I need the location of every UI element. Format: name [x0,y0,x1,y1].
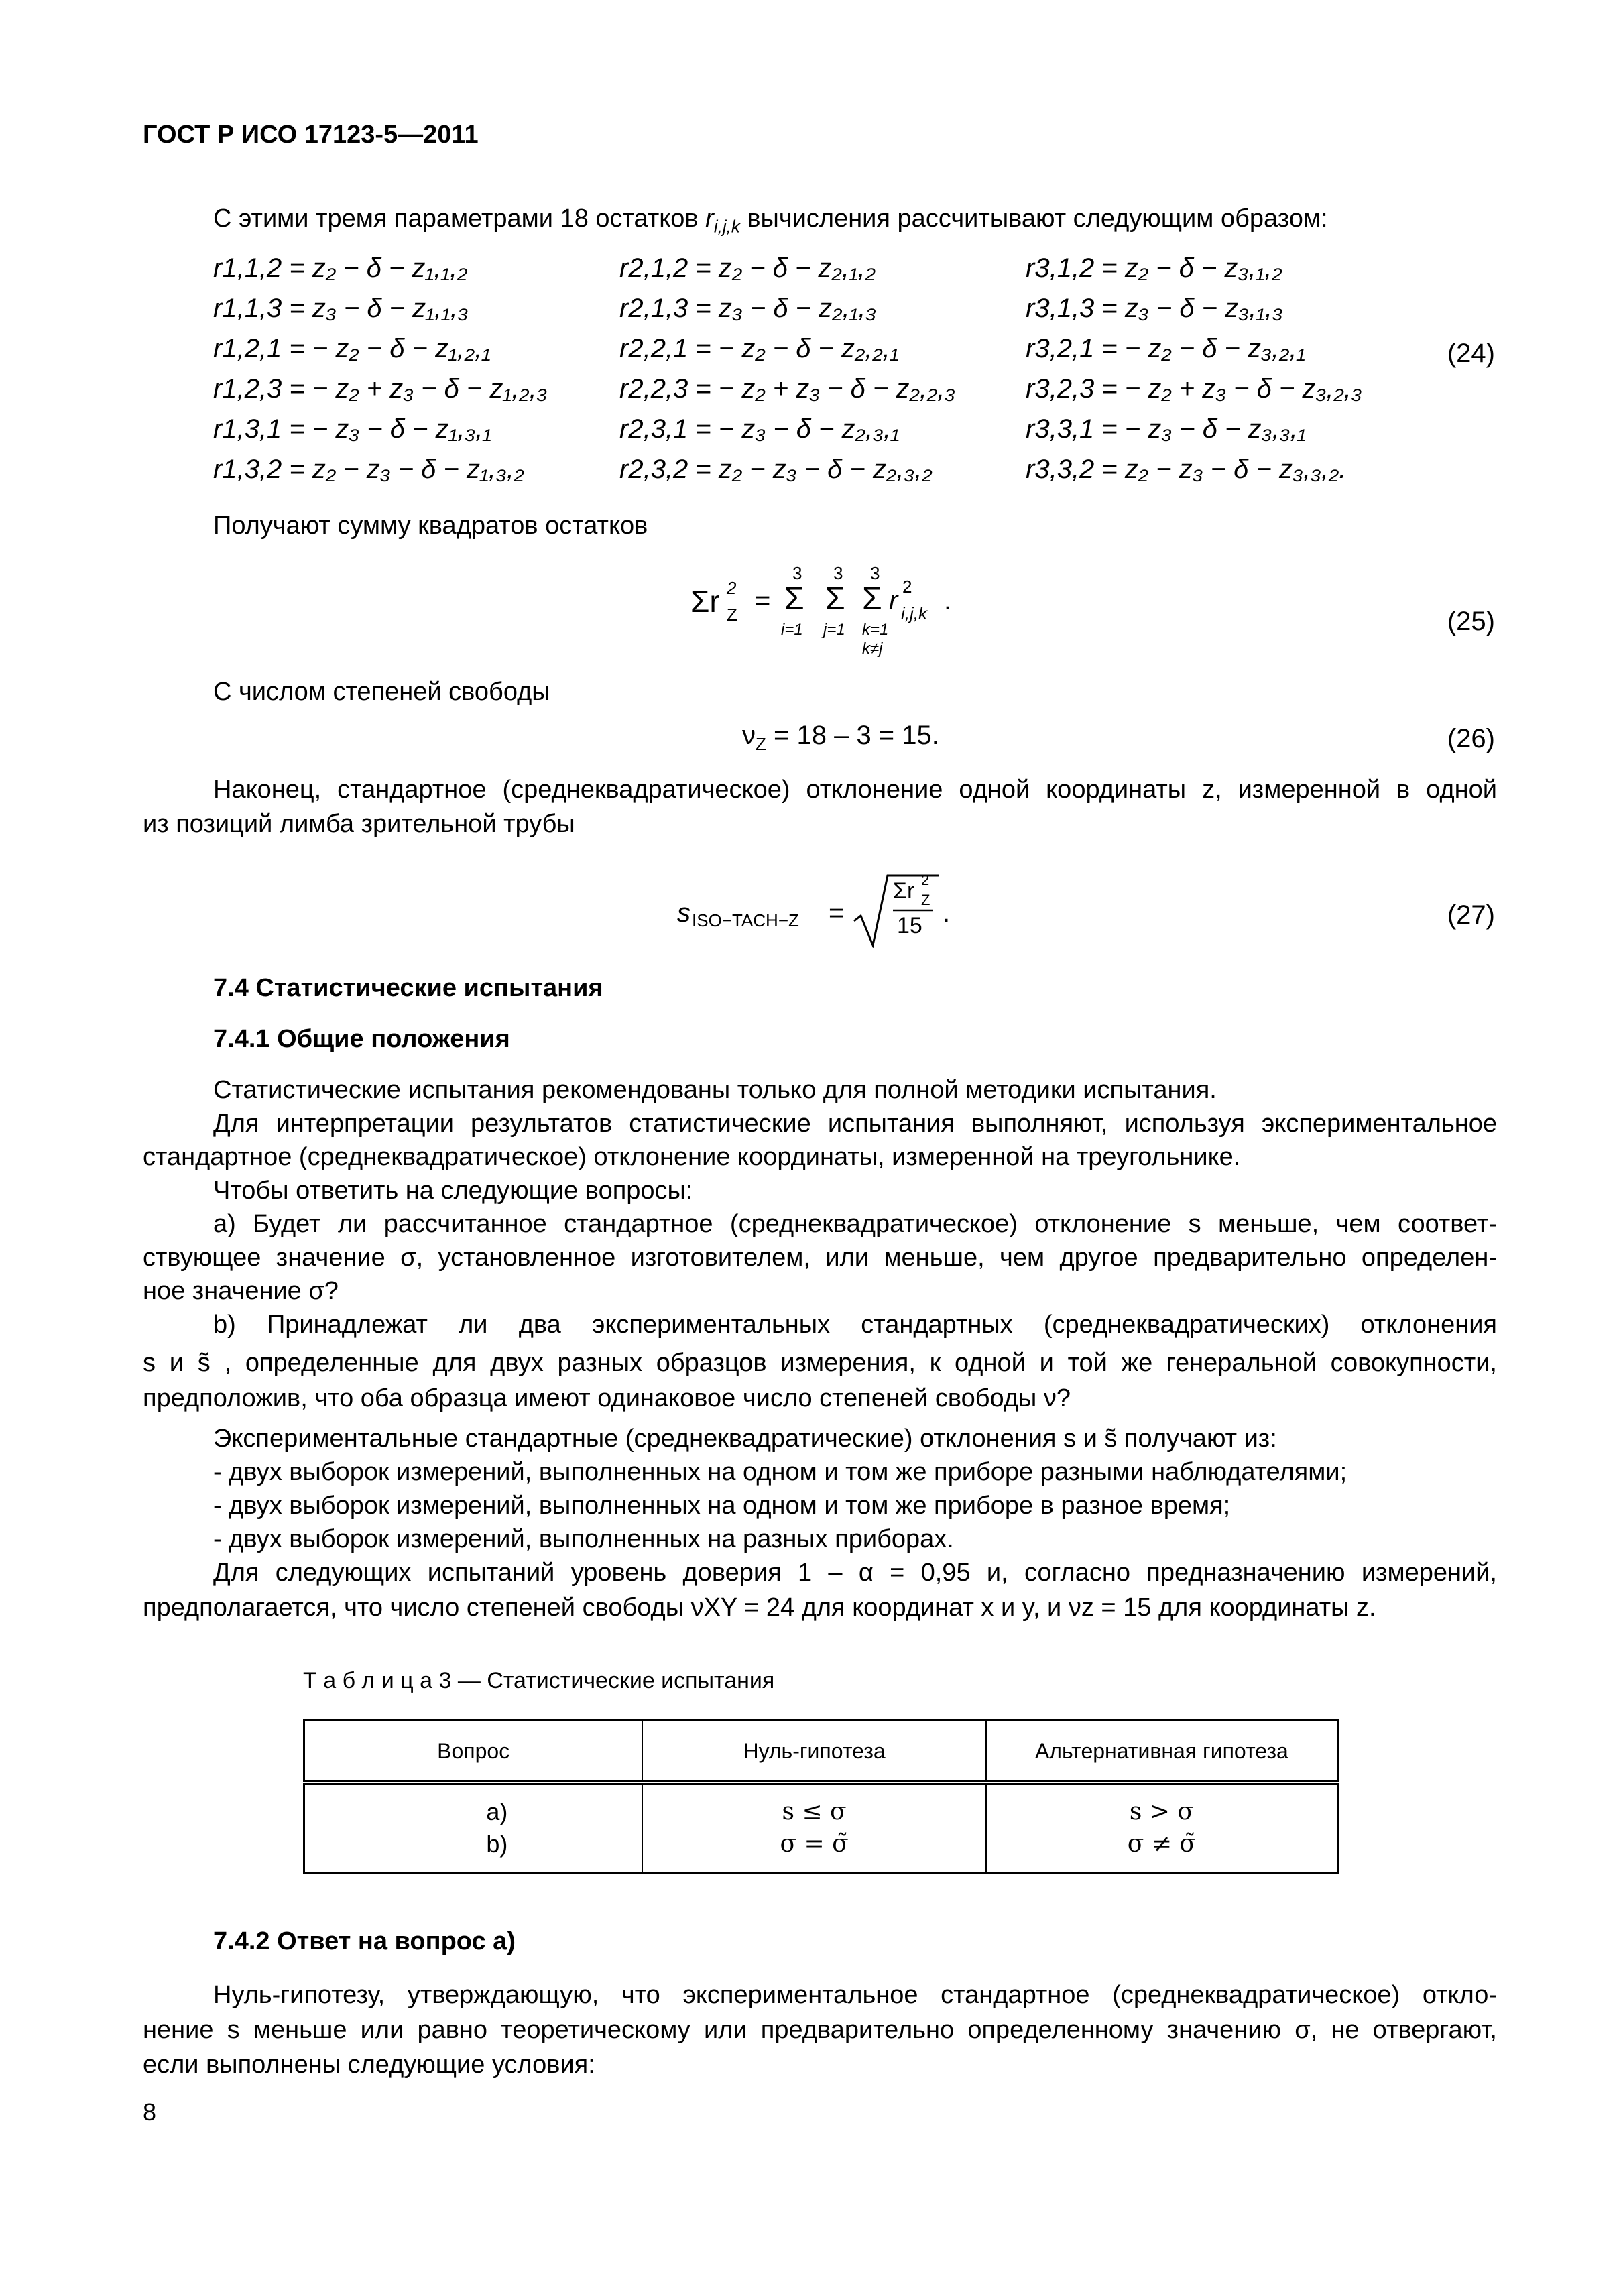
residual-symbol: r [1026,414,1035,444]
residual-symbol: r [619,294,629,323]
section-7-4-2-title: 7.4.2 Ответ на вопрос а) [213,1927,516,1955]
paragraph-2-line-2: стандартное (среднеквадратическое) отклонение координаты, измеренной на треугольнике. [143,1143,1241,1171]
eq25-lhs-sub: Z [727,605,737,625]
eq27-num-sup: 2 [921,871,930,888]
section-7-4-title: 7.4 Статистические испытания [213,974,603,1002]
residual-symbol: r [213,334,223,363]
residual-equation [619,294,876,324]
equation-27 [677,871,959,952]
residual-equation [619,455,933,485]
residual-expression: 2,3,1 = − z₃ − δ − z₂,₃,₁ [628,414,900,444]
table-caption: Т а б л и ц а 3 — Статистические испытания [303,1668,775,1693]
paragraph-2-line-1: Для интерпретации результатов статистические испытания выполняют, используя экспериментальное [213,1109,1497,1138]
residual-expression: 1,3,2 = z₂ − z₃ − δ − z₁,₃,₂ [222,455,524,484]
residual-equation [213,294,468,324]
residual-expression: 2,1,3 = z₃ − δ − z₂,₁,₃ [628,294,877,323]
residual-expression: 2,2,3 = − z₂ + z₃ − δ − z₂,₂,₃ [628,374,956,404]
paragraph-6-line-3: если выполнены следующие условия: [143,2051,595,2079]
residual-expression: 1,2,3 = − z₂ + z₃ − δ − z₁,₂,₃ [222,374,548,404]
table-header-null: Нуль-гипотеза [642,1721,985,1783]
residual-equation [213,455,524,485]
document-header: ГОСТ Р ИСО 17123-5—2011 [143,121,479,149]
eq25-rhs-sub: i,j,k [901,603,927,623]
equation-26 [742,721,939,754]
eq27-equals: = [829,898,845,928]
residual-symbol: r [619,334,629,363]
eq25-lower-1: i=1 [781,621,803,639]
residual-expression: 2,1,2 = z₂ − δ − z₂,₁,₂ [628,253,876,283]
table-header-question: Вопрос [304,1721,643,1783]
dof-intro: С числом степеней свободы [213,678,550,706]
intro-prefix: С этими тремя параметрами 18 остатков [213,204,706,233]
residual-symbol: r [1026,253,1035,283]
intro-paragraph [213,201,1328,236]
intro-var: r [705,204,714,233]
equation-number-25: (25) [1447,607,1495,636]
eq27-den: 15 [897,913,922,939]
eq27-num-sub: Z [921,892,930,908]
residual-symbol: r [213,374,223,404]
question-a-line-1: а) Будет ли рассчитанное стандартное (среднеквадратическое) отклонение s меньше, чем соответ- [213,1210,1497,1238]
residual-symbol: r [1026,455,1035,484]
eq26-nu: ν [742,721,756,750]
residual-expression: 2,3,2 = z₂ − z₃ − δ − z₂,₃,₂ [628,455,933,484]
page-number: 8 [143,2098,157,2126]
paragraph-6-line-2: нение s меньше или равно теоретическому или предварительно определенному значению σ, не отвергают, [143,2016,1497,2044]
residual-equation [213,414,491,444]
table-cell-b: b) [486,1830,508,1858]
table-cell-alt-hypotheses [986,1783,1338,1873]
residual-expression: 3,2,1 = − z₂ − δ − z₃,₂,₁ [1034,334,1305,363]
eq25-upper-3: 3 [870,563,880,583]
equation-number-24: (24) [1447,339,1495,368]
residual-expression: 1,1,3 = z₃ − δ − z₁,₁,₃ [222,294,469,323]
list-item-2: - двух выборок измерений, выполненных на одном и том же приборе в разное время; [213,1492,1231,1520]
eq25-rhs-sup: 2 [902,577,912,597]
list-item-1: - двух выборок измерений, выполненных на одном и том же приборе разными наблюдателями; [213,1458,1347,1486]
finally-line-1: Наконец, стандартное (среднеквадратическое) отклонение одной координаты z, измеренной в одной [213,776,1497,804]
table-cell-a: a) [486,1798,508,1825]
residual-expression: 3,3,1 = − z₃ − δ − z₃,₃,₁ [1034,414,1307,444]
eq25-end: . [944,586,952,615]
eq25-lhs: Σr [690,584,720,619]
sum-intro: Получают сумму квадратов остатков [213,511,648,540]
table-cell-null-hypotheses [642,1783,985,1873]
eq25-lhs-sup: 2 [727,578,737,598]
intro-suffix: вычисления рассчитывают следующим образом: [739,204,1328,233]
eq25-rhs: r [889,586,898,615]
residual-equation [1026,455,1346,485]
residual-symbol: r [213,414,223,444]
statistical-tests-table [303,1719,1339,1874]
residual-symbol: r [213,294,223,323]
eq25-lower-3: k=1 [862,621,889,639]
residual-expression: 3,1,2 = z₂ − δ − z₃,₁,₂ [1034,253,1282,283]
paragraph-4: Экспериментальные стандартные (среднеквадратические) отклонения s и s̃ получают из: [213,1425,1277,1453]
table-cell-alt-a: s > σ [1129,1798,1194,1825]
residual-equation [1026,253,1282,284]
equation-number-26: (26) [1447,724,1495,753]
table-cell-null-a: s ≤ σ [782,1798,847,1825]
eq25-sigma-1: Σ [784,581,804,617]
residual-symbol: r [619,374,629,404]
eq25-sigma-3: Σ [862,581,882,617]
eq26-rest: = 18 – 3 = 15. [766,721,939,750]
table-row [304,1783,1338,1873]
residual-expression: 1,2,1 = − z₂ − δ − z₁,₂,₁ [222,334,491,363]
residual-symbol: r [619,414,629,444]
residual-expression: 3,1,3 = z₃ − δ − z₃,₁,₃ [1034,294,1283,323]
residual-symbol: r [1026,374,1035,404]
section-7-4-1-title: 7.4.1 Общие положения [213,1025,510,1053]
question-a-line-2: ствующее значение σ, установленное изготовителем, или меньше, чем другое предварительно определен- [143,1244,1497,1272]
residual-equation [1026,294,1283,324]
residual-expression: 2,2,1 = − z₂ − δ − z₂,₂,₁ [628,334,899,363]
residual-equation [213,374,547,404]
residual-equation [619,253,876,284]
residual-equation [619,374,955,404]
residual-symbol: r [619,253,629,283]
paragraph-5-line-1: Для следующих испытаний уровень доверия 1 – α = 0,95 и, согласно предназначению измерений, [213,1559,1497,1587]
eq25-lower-4: k≠j [862,640,883,658]
table-header-alt: Альтернативная гипотеза [986,1721,1338,1783]
table-cell-null-b: σ = σ̃ [780,1830,849,1858]
question-b-line-2: s и s̃ , определенные для двух разных образцов измерения, к одной и той же генеральной совокупности, [143,1349,1497,1377]
eq25-upper-2: 3 [833,563,843,583]
eq25-equals: = [755,586,771,615]
residual-expression: 3,2,3 = − z₂ + z₃ − δ − z₃,₂,₃ [1034,374,1362,404]
residual-symbol: r [1026,334,1035,363]
residual-equation [213,253,467,284]
paragraph-6-line-1: Нуль-гипотезу, утверждающую, что экспериментальное стандартное (среднеквадратическое) откло- [213,1981,1497,2009]
paragraph-3: Чтобы ответить на следующие вопросы: [213,1176,693,1205]
residual-symbol: r [213,253,223,283]
residual-symbol: r [1026,294,1035,323]
table-cell-alt-b: σ ≠ σ̃ [1127,1830,1196,1858]
paragraph-5-line-2: предполагается, что число степеней свободы νXY = 24 для координат x и y, и νz = 15 для координаты z. [143,1593,1376,1622]
finally-line-2: из позиций лимба зрительной трубы [143,810,575,838]
eq27-s: s [677,898,690,928]
paragraph-1: Статистические испытания рекомендованы только для полной методики испытания. [213,1076,1217,1104]
table-cell-questions [304,1783,643,1873]
table-header-row [304,1721,1338,1783]
question-b-line-1: b) Принадлежат ли два экспериментальных стандартных (среднеквадратических) отклонения [213,1311,1497,1339]
residual-equation [1026,374,1362,404]
eq26-sub: Z [756,734,766,754]
eq25-sigma-2: Σ [825,581,845,617]
residual-expression: 1,1,2 = z₂ − δ − z₁,₁,₂ [222,253,468,283]
residual-equation [1026,414,1306,444]
residual-symbol: r [619,455,629,484]
eq27-sub: ISO−TACH−Z [692,910,799,930]
eq25-lower-2: j=1 [823,621,845,639]
residual-equation [1026,334,1305,364]
question-a-line-3: ное значение σ? [143,1277,339,1305]
eq27-end: . [943,898,951,928]
residual-expression: 3,3,2 = z₂ − z₃ − δ − z₃,₃,₂. [1034,455,1347,484]
equation-number-27: (27) [1447,900,1495,930]
residual-symbol: r [213,455,223,484]
eq27-num: Σr [893,878,915,904]
residual-expression: 1,3,1 = − z₃ − δ − z₁,₃,₁ [222,414,491,444]
residual-equation [213,334,491,364]
residual-equation [619,414,900,444]
eq25-upper-1: 3 [792,563,802,583]
equation-25 [690,563,972,664]
question-b-line-3: предположив, что оба образца имеют одинаковое число степеней свободы ν? [143,1384,1071,1412]
list-item-3: - двух выборок измерений, выполненных на разных приборах. [213,1525,954,1553]
intro-var-sub: i,j,k [713,216,740,237]
residual-equation [619,334,898,364]
